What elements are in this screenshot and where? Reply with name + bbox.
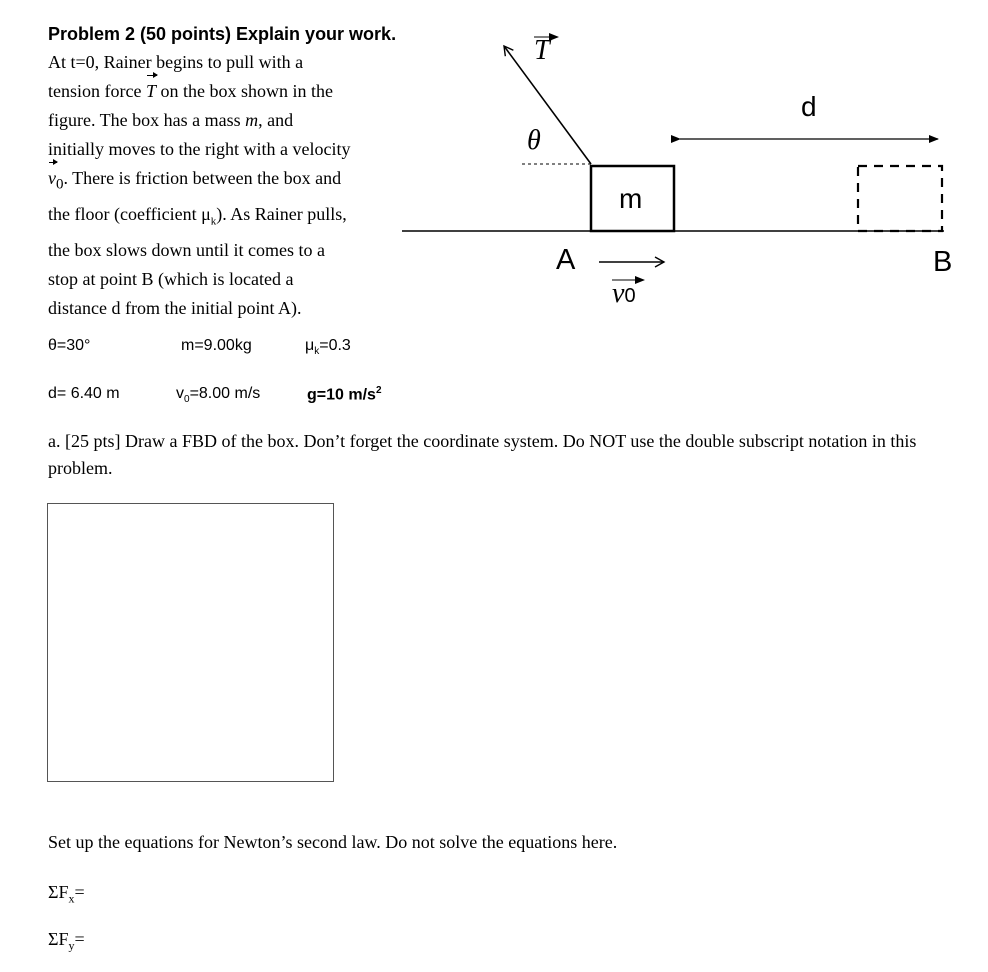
given-gravity-exponent: 2 bbox=[375, 385, 382, 396]
intro-text: the box slows down until it comes to a bbox=[48, 240, 325, 261]
given-distance: d= 6.40 m bbox=[48, 385, 120, 402]
fbd-answer-box[interactable] bbox=[47, 503, 334, 782]
sum-fy-symbol: ΣF bbox=[48, 929, 69, 949]
point-a-label: A bbox=[556, 244, 576, 276]
given-gravity-value: g=10 m/s bbox=[307, 386, 376, 404]
given-velocity bbox=[176, 385, 260, 405]
velocity-label-v: v bbox=[612, 278, 625, 309]
intro-text: , and bbox=[258, 110, 294, 130]
intro-text: . There is friction between the box and bbox=[63, 168, 342, 188]
intro-text: tension force bbox=[48, 81, 146, 101]
intro-text: the floor (coefficient bbox=[48, 203, 202, 224]
given-velocity-subscript: 0 bbox=[184, 394, 190, 406]
given-gravity bbox=[307, 385, 382, 404]
given-velocity-symbol: v bbox=[176, 385, 184, 402]
problem-figure bbox=[0, 0, 988, 330]
point-b-label: B bbox=[933, 246, 953, 278]
given-theta: θ=30° bbox=[48, 337, 91, 354]
part-a-prompt: a. [25 pts] Draw a FBD of the box. Don’t forget the coordinate system. Do NOT use the double subscript notation in this problem. bbox=[48, 431, 917, 478]
tension-vector-symbol: T bbox=[146, 77, 156, 106]
newton-instruction: Set up the equations for Newton’s second law. Do not solve the equations here. bbox=[48, 832, 618, 852]
given-mu bbox=[305, 337, 351, 357]
velocity-label-sub: 0 bbox=[624, 285, 636, 307]
tension-label: T bbox=[534, 35, 550, 66]
sum-fx-line[interactable] bbox=[48, 882, 85, 907]
sum-fy-equals: = bbox=[74, 929, 85, 949]
intro-text: At t=0, Rainer begins to pull with a bbox=[48, 52, 304, 72]
intro-text: initially moves to the right with a velocity bbox=[48, 139, 351, 159]
given-velocity-value: =8.00 m/s bbox=[189, 385, 261, 402]
sum-fx-subscript: x bbox=[68, 891, 75, 906]
given-mu-subscript: k bbox=[314, 346, 320, 358]
given-mass: m=9.00kg bbox=[181, 337, 252, 354]
sum-fy-line[interactable] bbox=[48, 929, 85, 954]
velocity-label bbox=[612, 279, 636, 311]
mass-label: m bbox=[619, 183, 643, 214]
problem-title: Problem 2 (50 points) Explain your work. bbox=[48, 24, 397, 44]
sum-fx-symbol: ΣF bbox=[48, 882, 69, 902]
intro-text: figure. The box has a mass bbox=[48, 110, 246, 130]
final-box-outline bbox=[858, 166, 942, 231]
intro-text: stop at point B (which is located a bbox=[48, 269, 294, 290]
sum-fy-subscript: y bbox=[68, 938, 75, 953]
given-mu-symbol: μ bbox=[305, 337, 315, 354]
intro-text: on the box shown in the bbox=[155, 81, 333, 101]
mu-symbol: μ bbox=[201, 203, 211, 224]
velocity-vector-symbol: v bbox=[48, 164, 56, 193]
intro-text: distance d from the initial point A). bbox=[48, 298, 302, 319]
angle-label: θ bbox=[527, 125, 541, 156]
sum-fx-equals: = bbox=[74, 882, 85, 902]
mu-subscript: k bbox=[210, 215, 217, 228]
given-mu-value: =0.3 bbox=[319, 337, 351, 354]
mass-symbol: m bbox=[245, 110, 259, 130]
intro-text: ). As Rainer pulls, bbox=[216, 203, 347, 224]
velocity-subscript: 0 bbox=[56, 176, 64, 193]
distance-label: d bbox=[801, 91, 817, 122]
